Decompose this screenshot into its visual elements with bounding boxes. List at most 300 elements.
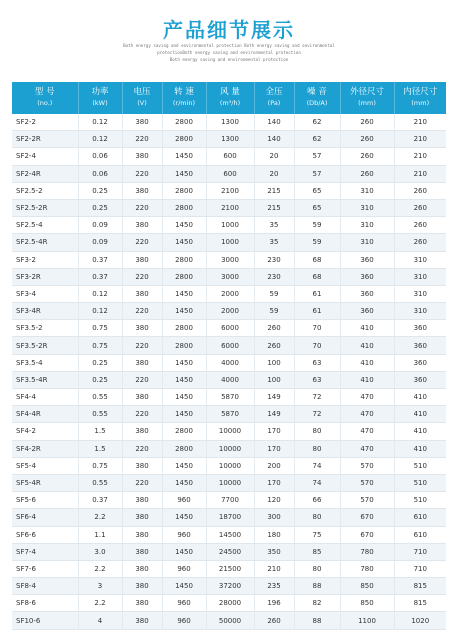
- table-cell: 220: [122, 337, 162, 354]
- column-header-label: 转 速: [174, 87, 194, 97]
- table-cell: 0.06: [78, 148, 122, 165]
- table-cell: 170: [254, 440, 294, 457]
- model-cell: SF3-2: [12, 251, 78, 268]
- column-header-label: 功率: [91, 87, 109, 97]
- table-cell: 570: [340, 457, 394, 474]
- table-cell: 410: [340, 320, 394, 337]
- table-row: [12, 320, 446, 337]
- table-cell: 0.12: [78, 114, 122, 131]
- table-cell: 1450: [162, 406, 206, 423]
- table-cell: 74: [294, 474, 340, 491]
- table-cell: 380: [122, 509, 162, 526]
- table-cell: 7700: [206, 492, 254, 509]
- model-cell: SF6-4: [12, 509, 78, 526]
- table-cell: 1450: [162, 217, 206, 234]
- table-cell: 0.55: [78, 474, 122, 491]
- table-row: [12, 268, 446, 285]
- table-cell: 57: [294, 148, 340, 165]
- model-cell: SF2-2R: [12, 131, 78, 148]
- table-cell: 230: [254, 268, 294, 285]
- model-cell: SF6-6: [12, 526, 78, 543]
- table-row: [12, 578, 446, 595]
- table-cell: 570: [340, 474, 394, 491]
- table-cell: 960: [162, 492, 206, 509]
- table-cell: 1300: [206, 131, 254, 148]
- table-cell: 1100: [340, 612, 394, 629]
- table-cell: 28000: [206, 595, 254, 612]
- table-cell: 1450: [162, 371, 206, 388]
- table-row: [12, 199, 446, 216]
- table-cell: 2000: [206, 285, 254, 302]
- column-header-label: 内径尺寸: [403, 87, 438, 97]
- table-cell: 310: [340, 182, 394, 199]
- table-cell: 2000: [206, 303, 254, 320]
- table-cell: 3000: [206, 251, 254, 268]
- table-cell: 59: [294, 234, 340, 251]
- table-row: [12, 354, 446, 371]
- table-cell: 960: [162, 612, 206, 629]
- table-cell: 100: [254, 354, 294, 371]
- table-cell: 380: [122, 389, 162, 406]
- table-row: [12, 165, 446, 182]
- table-cell: 220: [122, 234, 162, 251]
- table-cell: 360: [340, 285, 394, 302]
- table-cell: 510: [394, 474, 446, 491]
- table-cell: 2100: [206, 199, 254, 216]
- table-cell: 65: [294, 199, 340, 216]
- table-cell: 37200: [206, 578, 254, 595]
- table-cell: 710: [394, 543, 446, 560]
- table-cell: 0.37: [78, 268, 122, 285]
- table-cell: 380: [122, 560, 162, 577]
- table-cell: 10000: [206, 474, 254, 491]
- table-cell: 3000: [206, 268, 254, 285]
- model-cell: SF5-4: [12, 457, 78, 474]
- table-cell: 0.09: [78, 217, 122, 234]
- table-cell: 140: [254, 114, 294, 131]
- table-cell: 380: [122, 251, 162, 268]
- table-cell: 380: [122, 595, 162, 612]
- column-header-unit: (V): [137, 99, 147, 107]
- table-cell: 960: [162, 526, 206, 543]
- table-cell: 670: [340, 526, 394, 543]
- table-cell: 380: [122, 543, 162, 560]
- table-cell: 10000: [206, 423, 254, 440]
- table-cell: 2800: [162, 199, 206, 216]
- table-cell: 57: [294, 165, 340, 182]
- table-cell: 18700: [206, 509, 254, 526]
- table-cell: 850: [340, 595, 394, 612]
- table-cell: 0.12: [78, 303, 122, 320]
- table-cell: 380: [122, 423, 162, 440]
- table-cell: 380: [122, 354, 162, 371]
- table-cell: 780: [340, 543, 394, 560]
- model-cell: SF3-4R: [12, 303, 78, 320]
- table-cell: 82: [294, 595, 340, 612]
- table-cell: 220: [122, 440, 162, 457]
- table-row: [12, 509, 446, 526]
- table-header-row: [12, 82, 446, 114]
- column-header: [12, 82, 78, 114]
- table-row: [12, 423, 446, 440]
- table-cell: 1450: [162, 165, 206, 182]
- table-cell: 710: [394, 560, 446, 577]
- subtitle-line: protectionBoth energy saving and environmental protection: [157, 50, 301, 55]
- table-cell: 210: [254, 560, 294, 577]
- table-cell: 2100: [206, 182, 254, 199]
- table-cell: 20: [254, 165, 294, 182]
- table-cell: 0.55: [78, 389, 122, 406]
- table-cell: 35: [254, 234, 294, 251]
- table-cell: 1450: [162, 234, 206, 251]
- table-row: [12, 251, 446, 268]
- model-cell: SF2-4: [12, 148, 78, 165]
- table-cell: 5870: [206, 389, 254, 406]
- table-row: [12, 560, 446, 577]
- table-cell: 260: [340, 148, 394, 165]
- table-cell: 61: [294, 303, 340, 320]
- table-cell: 59: [254, 285, 294, 302]
- table-cell: 6000: [206, 337, 254, 354]
- table-cell: 260: [254, 337, 294, 354]
- table-cell: 180: [254, 526, 294, 543]
- table-cell: 2800: [162, 182, 206, 199]
- table-cell: 1000: [206, 217, 254, 234]
- column-header-unit: (Pa): [267, 99, 281, 107]
- table-cell: 410: [394, 406, 446, 423]
- model-cell: SF7-6: [12, 560, 78, 577]
- table-cell: 380: [122, 320, 162, 337]
- column-header: [78, 82, 122, 114]
- column-header-unit: (r/min): [172, 99, 196, 107]
- table-cell: 260: [340, 131, 394, 148]
- table-cell: 260: [254, 320, 294, 337]
- table-cell: 24500: [206, 543, 254, 560]
- table-cell: 1450: [162, 389, 206, 406]
- table-cell: 66: [294, 492, 340, 509]
- table-cell: 470: [340, 440, 394, 457]
- table-cell: 220: [122, 165, 162, 182]
- table-cell: 360: [394, 354, 446, 371]
- table-cell: 380: [122, 285, 162, 302]
- table-cell: 380: [122, 612, 162, 629]
- table-cell: 410: [340, 371, 394, 388]
- model-cell: SF2-2: [12, 114, 78, 131]
- table-cell: 59: [294, 217, 340, 234]
- table-row: [12, 389, 446, 406]
- column-header-label: 型 号: [34, 87, 55, 97]
- model-cell: SF4-4R: [12, 406, 78, 423]
- table-cell: 600: [206, 165, 254, 182]
- table-cell: 1000: [206, 234, 254, 251]
- table-cell: 1020: [394, 612, 446, 629]
- table-cell: 1.5: [78, 440, 122, 457]
- table-row: [12, 543, 446, 560]
- model-cell: SF10-6: [12, 612, 78, 629]
- table-cell: 63: [294, 354, 340, 371]
- table-cell: 310: [394, 251, 446, 268]
- table-cell: 0.25: [78, 371, 122, 388]
- table-cell: 470: [340, 389, 394, 406]
- table-cell: 62: [294, 114, 340, 131]
- table-cell: 510: [394, 457, 446, 474]
- table-cell: 380: [122, 114, 162, 131]
- model-cell: SF7-4: [12, 543, 78, 560]
- table-cell: 260: [394, 199, 446, 216]
- table-cell: 1.5: [78, 423, 122, 440]
- model-cell: SF2.5-2R: [12, 199, 78, 216]
- table-cell: 2800: [162, 423, 206, 440]
- table-cell: 815: [394, 595, 446, 612]
- table-cell: 470: [340, 423, 394, 440]
- table-cell: 88: [294, 578, 340, 595]
- table-cell: 380: [122, 526, 162, 543]
- table-cell: 210: [394, 148, 446, 165]
- table-cell: 2800: [162, 251, 206, 268]
- table-cell: 610: [394, 526, 446, 543]
- table-cell: 0.25: [78, 199, 122, 216]
- table-cell: 68: [294, 268, 340, 285]
- table-cell: 2800: [162, 114, 206, 131]
- table-cell: 0.75: [78, 457, 122, 474]
- table-cell: 0.37: [78, 251, 122, 268]
- column-header-unit: (mm): [411, 99, 430, 107]
- column-header: [394, 82, 446, 114]
- table-cell: 80: [294, 423, 340, 440]
- subtitle-block: [0, 42, 458, 63]
- table-cell: 5870: [206, 406, 254, 423]
- column-header-unit: (Db/A): [306, 99, 328, 107]
- table-row: [12, 406, 446, 423]
- model-cell: SF3.5-2R: [12, 337, 78, 354]
- table-cell: 149: [254, 389, 294, 406]
- table-cell: 410: [394, 440, 446, 457]
- table-cell: 220: [122, 268, 162, 285]
- table-cell: 196: [254, 595, 294, 612]
- table-cell: 310: [340, 234, 394, 251]
- table-row: [12, 526, 446, 543]
- model-cell: SF4-2R: [12, 440, 78, 457]
- table-cell: 570: [340, 492, 394, 509]
- table-cell: 100: [254, 371, 294, 388]
- table-cell: 1450: [162, 578, 206, 595]
- model-cell: SF5-6: [12, 492, 78, 509]
- table-cell: 85: [294, 543, 340, 560]
- table-cell: 0.25: [78, 354, 122, 371]
- column-header: [254, 82, 294, 114]
- table-cell: 230: [254, 251, 294, 268]
- model-cell: SF2.5-4R: [12, 234, 78, 251]
- model-cell: SF3-4: [12, 285, 78, 302]
- table-cell: 50000: [206, 612, 254, 629]
- table-cell: 6000: [206, 320, 254, 337]
- table-cell: 0.12: [78, 285, 122, 302]
- model-cell: SF8-6: [12, 595, 78, 612]
- table-cell: 2800: [162, 337, 206, 354]
- table-cell: 380: [122, 217, 162, 234]
- table-row: [12, 217, 446, 234]
- table-cell: 20: [254, 148, 294, 165]
- table-cell: 260: [394, 182, 446, 199]
- table-cell: 410: [394, 389, 446, 406]
- table-cell: 74: [294, 457, 340, 474]
- table-cell: 80: [294, 440, 340, 457]
- table-cell: 72: [294, 406, 340, 423]
- table-cell: 0.75: [78, 320, 122, 337]
- column-header-label: 外径尺寸: [349, 87, 384, 97]
- table-cell: 310: [394, 303, 446, 320]
- model-cell: SF4-2: [12, 423, 78, 440]
- table-cell: 0.06: [78, 165, 122, 182]
- table-cell: 0.75: [78, 337, 122, 354]
- table-cell: 380: [122, 492, 162, 509]
- table-cell: 215: [254, 199, 294, 216]
- table-cell: 380: [122, 182, 162, 199]
- table-cell: 210: [394, 131, 446, 148]
- table-cell: 1450: [162, 474, 206, 491]
- table-cell: 200: [254, 457, 294, 474]
- table-cell: 120: [254, 492, 294, 509]
- table-cell: 4: [78, 612, 122, 629]
- table-cell: 380: [122, 457, 162, 474]
- model-cell: SF2-4R: [12, 165, 78, 182]
- table-cell: 80: [294, 560, 340, 577]
- table-cell: 310: [394, 285, 446, 302]
- model-cell: SF3-2R: [12, 268, 78, 285]
- table-cell: 2800: [162, 268, 206, 285]
- table-cell: 72: [294, 389, 340, 406]
- table-cell: 360: [394, 320, 446, 337]
- table-cell: 1450: [162, 354, 206, 371]
- table-cell: 260: [254, 612, 294, 629]
- column-header: [162, 82, 206, 114]
- table-cell: 960: [162, 560, 206, 577]
- table-cell: 410: [340, 354, 394, 371]
- table-cell: 850: [340, 578, 394, 595]
- table-cell: 63: [294, 371, 340, 388]
- table-cell: 0.12: [78, 131, 122, 148]
- column-header-unit: (no.): [37, 99, 53, 107]
- table-cell: 4000: [206, 371, 254, 388]
- table-cell: 140: [254, 131, 294, 148]
- table-cell: 360: [340, 268, 394, 285]
- table-cell: 360: [394, 371, 446, 388]
- model-cell: SF4-4: [12, 389, 78, 406]
- table-cell: 3: [78, 578, 122, 595]
- table-cell: 0.37: [78, 492, 122, 509]
- table-cell: 2800: [162, 320, 206, 337]
- model-cell: SF8-4: [12, 578, 78, 595]
- table-cell: 1450: [162, 457, 206, 474]
- table-cell: 1450: [162, 543, 206, 560]
- table-cell: 2.2: [78, 560, 122, 577]
- column-header: [340, 82, 394, 114]
- table-cell: 70: [294, 320, 340, 337]
- table-row: [12, 303, 446, 320]
- table-cell: 300: [254, 509, 294, 526]
- table-cell: 210: [394, 114, 446, 131]
- table-row: [12, 612, 446, 629]
- table-cell: 600: [206, 148, 254, 165]
- column-header-label: 噪 音: [307, 87, 327, 97]
- table-cell: 61: [294, 285, 340, 302]
- table-cell: 610: [394, 509, 446, 526]
- table-cell: 149: [254, 406, 294, 423]
- table-cell: 2800: [162, 440, 206, 457]
- table-cell: 35: [254, 217, 294, 234]
- column-header-label: 全压: [265, 87, 283, 97]
- table-row: [12, 440, 446, 457]
- table-cell: 21500: [206, 560, 254, 577]
- table-row: [12, 371, 446, 388]
- table-cell: 220: [122, 303, 162, 320]
- spec-table-container: [12, 82, 446, 630]
- model-cell: SF2.5-2: [12, 182, 78, 199]
- table-row: [12, 234, 446, 251]
- table-cell: 510: [394, 492, 446, 509]
- page-title: 产品细节展示: [163, 18, 295, 42]
- table-cell: 310: [340, 199, 394, 216]
- column-header-label: 风 量: [220, 87, 240, 97]
- table-cell: 170: [254, 474, 294, 491]
- column-header: [122, 82, 162, 114]
- table-cell: 0.25: [78, 182, 122, 199]
- table-cell: 235: [254, 578, 294, 595]
- column-header-unit: (kW): [92, 99, 108, 107]
- table-cell: 360: [340, 251, 394, 268]
- table-cell: 260: [340, 114, 394, 131]
- table-row: [12, 474, 446, 491]
- table-cell: 260: [394, 217, 446, 234]
- table-cell: 2.2: [78, 509, 122, 526]
- table-row: [12, 148, 446, 165]
- table-cell: 360: [340, 303, 394, 320]
- table-cell: 59: [254, 303, 294, 320]
- table-cell: 3.0: [78, 543, 122, 560]
- table-cell: 350: [254, 543, 294, 560]
- table-row: [12, 457, 446, 474]
- table-cell: 220: [122, 406, 162, 423]
- table-cell: 220: [122, 474, 162, 491]
- table-cell: 4000: [206, 354, 254, 371]
- column-header: [206, 82, 254, 114]
- table-cell: 1.1: [78, 526, 122, 543]
- table-body: [12, 114, 446, 629]
- table-cell: 65: [294, 182, 340, 199]
- subtitle-line: Both energy saving and environmental protection Both energy saving and environmental: [123, 43, 335, 48]
- table-cell: 220: [122, 131, 162, 148]
- table-cell: 260: [394, 234, 446, 251]
- table-row: [12, 337, 446, 354]
- spec-table: [12, 82, 446, 630]
- column-header-unit: (m³/h): [219, 99, 241, 107]
- table-cell: 310: [394, 268, 446, 285]
- table-cell: 410: [340, 337, 394, 354]
- table-cell: 75: [294, 526, 340, 543]
- table-row: [12, 114, 446, 131]
- table-cell: 220: [122, 199, 162, 216]
- table-cell: 10000: [206, 440, 254, 457]
- table-cell: 88: [294, 612, 340, 629]
- model-cell: SF5-4R: [12, 474, 78, 491]
- table-cell: 960: [162, 595, 206, 612]
- table-cell: 470: [340, 406, 394, 423]
- table-cell: 380: [122, 578, 162, 595]
- subtitle-line: Both energy saving and environmental protection: [169, 57, 289, 62]
- table-cell: 1300: [206, 114, 254, 131]
- model-cell: SF3.5-2: [12, 320, 78, 337]
- table-cell: 815: [394, 578, 446, 595]
